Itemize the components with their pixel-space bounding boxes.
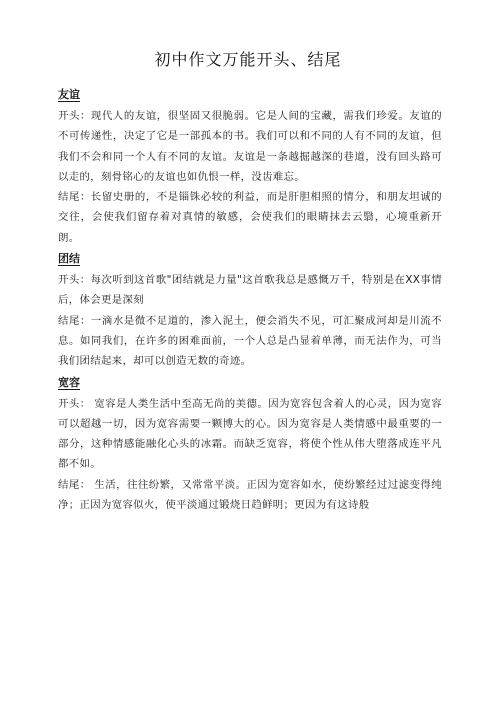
section-heading-row <box>58 372 442 394</box>
document-title: 初中作文万能开头、结尾 <box>154 50 342 69</box>
section-heading-friendship: 友谊 <box>58 88 80 101</box>
section-heading-row <box>58 84 442 106</box>
section-heading-row <box>58 248 442 270</box>
paragraph-friendship-opening: 开头：现代人的友谊，很坚固又很脆弱。它是人间的宝藏，需我们珍爱。友谊的不可传递性，决定了它是一部孤本的书。我们可以和不同的人有不同的友谊，但我们不会和同一个人有不同的友谊。友谊是一条越掘越深的巷道，没有回头路可以走的，刻骨铭心的友谊也如仇恨一样，没齿难忘。 <box>58 110 442 183</box>
section-heading-tolerance: 宽容 <box>58 375 80 389</box>
paragraph-unity-ending: 结尾：一滴水是微不足道的，渗入泥土，便会消失不见，可汇聚成河却是川流不息。如同我们，在许多的困难面前，一个人总是凸显着单薄，而无法作为，可当我们团结起来，却可以创造无数的奇迹。 <box>58 314 442 368</box>
paragraph-tolerance-ending: 结尾： 生活，往往纷繁，又常常平淡。正因为宽容如水，使纷繁经过过滤变得纯净；正因为宽容似火，使平淡通过锻烧日趋鲜明；更因为有这诗般 <box>58 478 442 512</box>
paragraph-tolerance-opening: 开头： 宽容是人类生活中至高无尚的美德。因为宽容包含着人的心灵，因为宽容可以超越一切，因为宽容需要一颗博大的心。因为宽容是人类情感中最重要的一部分，这种情感能融化心头的冰霜。而缺乏宽容，将使个性从伟大堕落成连平凡都不如。 <box>58 397 442 471</box>
paragraph-unity-opening: 开头：每次听到这首歌"团结就是力量"这首歌我总是感慨万千，特别是在XX事情后，体会更是深刻 <box>58 274 442 307</box>
section-heading-unity: 团结 <box>58 252 80 266</box>
document-body <box>58 84 442 515</box>
paragraph-friendship-ending: 结尾：长留史册的，不是锱铢必较的利益，而是肝胆相照的情分，和朋友坦诚的交往，会使我们留存着对真情的敏感，会使我们的眼睛抹去云翳，心境重新开朗。 <box>58 191 442 244</box>
